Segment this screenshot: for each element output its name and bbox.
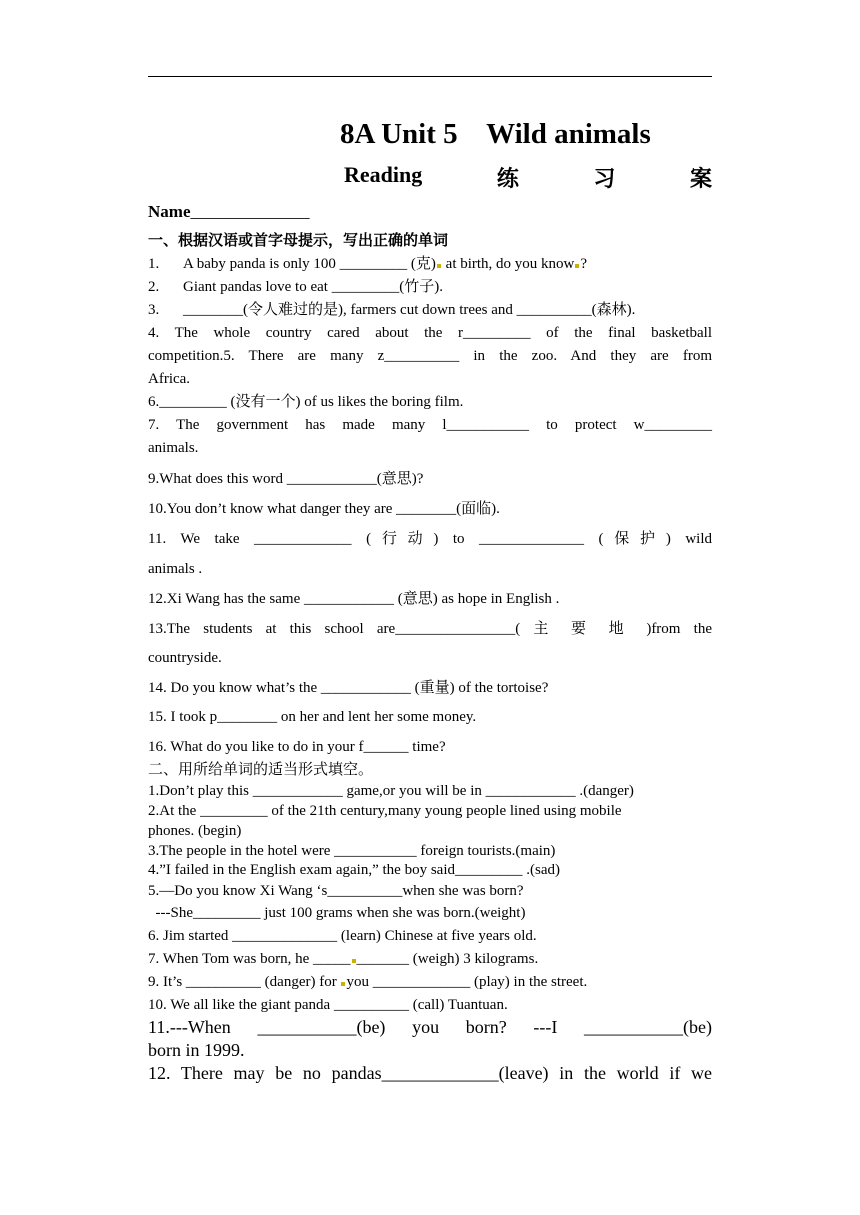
highlight-mark (352, 959, 356, 963)
exercise-item: 9. It’s __________ (danger) for you _____________ (play) in the street. (148, 974, 588, 990)
exercise-item: 12.Xi Wang has the same ____________ (意思) as hope in English . (148, 591, 560, 607)
exercise-item: 15. I took p________ on her and lent her some money. (148, 709, 477, 725)
exercise-item: 7. The government has made many l___________ to protect w_________ (148, 417, 712, 433)
worksheet-title: 8A Unit 5 Wild animals (340, 118, 651, 150)
section-2-heading: 二、用所给单词的适当形式填空。 (148, 760, 374, 778)
exercise-item-continued: competition.5. There are many z__________ in the zoo. And they are from (148, 348, 712, 364)
exercise-item-continued: Africa. (148, 371, 191, 387)
highlight-mark (341, 982, 345, 986)
exercise-item: 14. Do you know what’s the ____________ (重量) of the tortoise? (148, 680, 549, 696)
exercise-item: 10. We all like the giant panda __________ (call) Tuantuan. (148, 997, 508, 1013)
exercise-item: 5.—Do you know Xi Wang ‘s__________when she was born? (148, 883, 524, 899)
highlight-mark (575, 264, 579, 268)
exercise-item: 9.What does this word ____________(意思)? (148, 471, 424, 487)
exercise-item: 4. The whole country cared about the r_________ of the final basketball (148, 325, 712, 341)
name-label: Name (148, 202, 191, 221)
exercise-item: 16. What do you like to do in your f______ time? (148, 739, 446, 755)
exercise-item: 12. There may be no pandas_____________(leave) in the world if we (148, 1063, 712, 1083)
exercise-item: 13.The students at this school are________________( 主 要 地 )from the (148, 621, 712, 637)
exercise-item: 2.At the _________ of the 21th century,many young people lined using mobile (148, 803, 622, 819)
name-blank: ______________ (190, 202, 310, 221)
exercise-item: 10.You don’t know what danger they are ________(面临). (148, 501, 500, 517)
exercise-item: 6. Jim started ______________ (learn) Chinese at five years old. (148, 928, 537, 944)
exercise-item: 4.”I failed in the English exam again,” the boy said_________ .(sad) (148, 862, 560, 878)
subtitle-word: 练 (496, 166, 519, 191)
exercise-item-continued: born in 1999. (148, 1040, 245, 1060)
exercise-item: 2. Giant pandas love to eat _________(竹子). (148, 279, 443, 295)
highlight-mark (437, 264, 441, 268)
exercise-item: 1. A baby panda is only 100 _________ (克) at birth, do you know ? (148, 256, 588, 272)
exercise-item-continued: countryside. (148, 650, 222, 666)
exercise-item: 11.---When ___________(be) you born? ---I ___________(be) (148, 1017, 712, 1037)
exercise-item-continued: ---She_________ just 100 grams when she was born.(weight) (148, 905, 526, 921)
exercise-item: 6._________ (没有一个) of us likes the boring film. (148, 394, 464, 410)
subtitle-word: 案 (689, 166, 712, 191)
exercise-item: 7. When Tom was born, he _____ _______ (weigh) 3 kilograms. (148, 951, 539, 967)
section-1-heading: 一、根据汉语或首字母提示，写出正确的单词 (148, 231, 449, 249)
subtitle-word: 习 (593, 166, 616, 191)
exercise-item-continued: phones. (begin) (148, 823, 242, 839)
exercise-item: 1.Don’t play this ____________ game,or you will be in ____________ .(danger) (148, 783, 634, 799)
exercise-item: 3.The people in the hotel were ___________ foreign tourists.(main) (148, 843, 556, 859)
exercise-item: 3. ________(令人难过的是), farmers cut down trees and __________(森林). (148, 302, 636, 318)
exercise-item-continued: animals. (148, 440, 199, 456)
exercise-item-continued: animals . (148, 561, 203, 577)
name-field (148, 202, 309, 222)
worksheet-subtitle (344, 162, 712, 193)
header-rule (148, 76, 712, 77)
exercise-item: 11. We take _____________ (行动) to ______________ (保护) wild (148, 531, 712, 547)
subtitle-word: Reading (344, 162, 423, 187)
